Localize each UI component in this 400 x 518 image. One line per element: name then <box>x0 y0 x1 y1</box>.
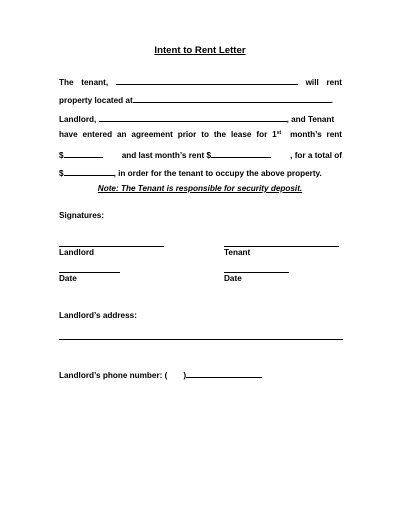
paragraph-line-4 <box>59 129 342 141</box>
text-last-month: and last month’s rent $ <box>121 151 212 160</box>
text-tenant: tenant, <box>81 78 109 87</box>
text-occupy: , in order for the tenant to occupy the above property. <box>113 169 322 178</box>
text-total: , for a total of <box>290 151 342 160</box>
security-deposit-note: Note: The Tenant is responsible for security deposit. <box>97 184 303 193</box>
text-landlord: Landlord, <box>59 115 97 124</box>
total-amount-blank[interactable] <box>64 166 114 176</box>
document-title: Intent to Rent Letter <box>154 45 246 56</box>
text-rent: rent <box>326 78 342 87</box>
paragraph-line-2 <box>59 93 342 105</box>
text-dollar-1: $ <box>59 151 64 160</box>
first-month-group <box>59 148 103 162</box>
paragraph-line-1 <box>59 75 342 87</box>
text-agreement-main: have entered an agreement prior to the lease for 1 <box>59 130 277 139</box>
phone-number-blank[interactable] <box>186 368 262 378</box>
text-months-rent: month’s rent <box>290 130 342 139</box>
tenant-date-label: Date <box>224 274 242 283</box>
landlord-phone-row <box>59 368 262 380</box>
first-month-amount-blank[interactable] <box>64 148 103 158</box>
tenant-name-blank[interactable] <box>116 75 298 85</box>
last-month-group <box>122 148 271 162</box>
phone-close-paren: ) <box>183 371 187 380</box>
text-the: The <box>59 78 74 87</box>
landlord-name-blank[interactable] <box>99 112 287 122</box>
text-will: will <box>305 78 319 87</box>
text-ordinal-st: st <box>276 130 282 136</box>
landlord-date-label: Date <box>59 274 77 283</box>
text-and-tenant: , and Tenant <box>286 115 335 124</box>
paragraph-line-5 <box>59 148 342 160</box>
signatures-heading: Signatures: <box>59 211 105 220</box>
landlord-phone-label: Landlord’s phone number: ( <box>59 371 168 380</box>
tenant-date-line[interactable] <box>224 272 289 273</box>
paragraph-line-6 <box>59 166 342 178</box>
text-property-located: property located at <box>59 96 133 105</box>
landlord-label: Landlord <box>59 248 95 257</box>
text-agreement <box>59 129 281 141</box>
property-address-blank[interactable] <box>133 93 331 103</box>
landlord-address-line[interactable] <box>59 339 343 340</box>
text-period: . <box>330 96 333 105</box>
last-month-amount-blank[interactable] <box>211 148 271 158</box>
landlord-date-line[interactable] <box>59 272 120 273</box>
text-dollar-2: $ <box>59 169 64 178</box>
tenant-label: Tenant <box>224 248 251 257</box>
paragraph-line-3 <box>59 112 342 124</box>
landlord-address-label: Landlord’s address: <box>59 311 137 320</box>
landlord-signature-line[interactable] <box>59 246 164 247</box>
tenant-signature-line[interactable] <box>224 246 339 247</box>
